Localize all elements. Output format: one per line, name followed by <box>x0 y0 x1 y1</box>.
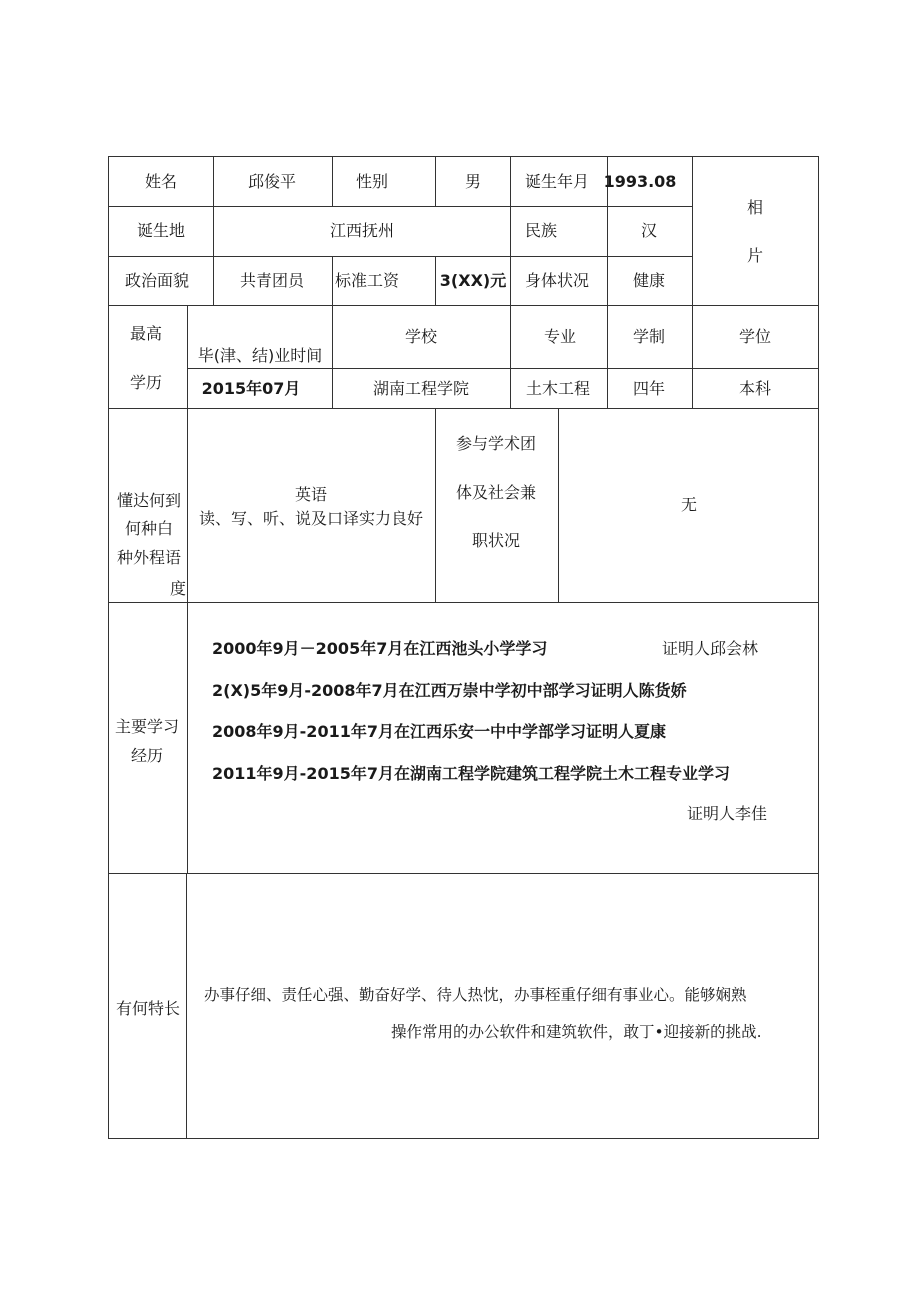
major-value: 土木工程 <box>525 379 591 398</box>
grid-line <box>108 305 819 306</box>
grad-time-value: 2015年07月 <box>201 379 301 398</box>
grid-line <box>332 256 333 305</box>
study-line-1-witness: 证明人邱会林 <box>662 639 759 658</box>
grid-line <box>187 305 188 873</box>
birthplace-value: 江西抚州 <box>329 221 395 240</box>
grid-line <box>332 305 333 408</box>
degree-label: 学位 <box>738 327 772 346</box>
grid-line <box>187 368 819 369</box>
health-label: 身体状况 <box>524 271 590 290</box>
grid-line <box>435 408 436 602</box>
grad-time-label: 毕(津、结)业时间 <box>197 346 323 365</box>
study-line-4-witness: 证明人李佳 <box>687 804 768 823</box>
salary-label: 标准工资 <box>334 271 400 290</box>
study-line-2: 2(X)5年9月-2008年7月在江西万崇中学初中部学习证明人陈货娇 <box>212 681 687 700</box>
education-label-1: 最高 <box>129 324 163 343</box>
study-line-4: 2011年9月-2015年7月在湖南工程学院建筑工程学院土木工程专业学习 <box>212 764 730 783</box>
birthplace-label: 诞生地 <box>136 221 186 240</box>
study-label-2: 经历 <box>130 746 164 765</box>
association-label-2: 体及社会兼 <box>455 483 537 502</box>
gender-label: 性别 <box>355 172 389 191</box>
school-value: 湖南工程学院 <box>372 379 470 398</box>
duration-value: 四年 <box>632 379 666 398</box>
grid-line <box>108 156 109 1139</box>
grid-line <box>510 305 511 408</box>
name-value: 邱俊平 <box>247 172 297 191</box>
language-label-4: 度 <box>169 579 187 598</box>
grid-line <box>692 305 693 408</box>
name-label: 姓名 <box>144 172 178 191</box>
grid-line <box>607 305 608 408</box>
skills-label: 有何特长 <box>115 999 181 1018</box>
grid-line <box>558 408 559 602</box>
duration-label: 学制 <box>632 327 666 346</box>
birth-value: 1993.08 <box>603 172 677 191</box>
photo-label-2: 片 <box>746 246 764 265</box>
ethnicity-value: 汉 <box>640 221 658 240</box>
association-label-1: 参与学术团 <box>455 434 537 453</box>
study-label-1: 主要学习 <box>114 717 180 736</box>
study-line-1: 2000年9月－2005年7月在江西池头小学学习 <box>212 639 548 658</box>
grid-line <box>186 873 187 1138</box>
grid-line <box>332 156 333 206</box>
degree-value: 本科 <box>738 379 772 398</box>
grid-line <box>213 156 214 305</box>
association-label-3: 职状况 <box>471 531 521 550</box>
language-label-3: 种外程语 <box>116 548 182 567</box>
major-label: 专业 <box>543 327 577 346</box>
study-line-3: 2008年9月-2011年7月在江西乐安一中中学部学习证明人夏康 <box>212 722 666 741</box>
grid-line <box>692 156 693 305</box>
health-value: 健康 <box>632 271 666 290</box>
politics-label: 政治面貌 <box>124 271 190 290</box>
grid-line <box>435 156 436 206</box>
grid-line <box>108 206 692 207</box>
grid-line <box>510 156 511 305</box>
language-name: 英语 <box>294 485 328 504</box>
grid-line <box>818 156 819 1139</box>
grid-line <box>108 256 692 257</box>
grid-line <box>435 256 436 305</box>
skills-line-1: 办事仔细、责任心强、勤奋好学、待人热忱，办事桎重仔细有事业心。能够娴熟 <box>204 986 747 1004</box>
grid-line <box>108 408 819 409</box>
school-label: 学校 <box>404 327 438 346</box>
gender-value: 男 <box>464 172 482 191</box>
language-label-2: 何种白 <box>124 519 174 538</box>
language-level: 读、写、听、说及口译实力良好 <box>198 509 424 528</box>
salary-value: 3(XX)元 <box>439 271 507 290</box>
grid-line <box>108 1138 819 1139</box>
association-value: 无 <box>680 495 698 514</box>
ethnicity-label: 民族 <box>524 221 558 240</box>
politics-value: 共青团员 <box>239 271 305 290</box>
birth-label: 诞生年月 <box>524 172 590 191</box>
grid-line <box>108 873 819 874</box>
photo-label-1: 相 <box>746 198 764 217</box>
grid-line <box>108 602 819 603</box>
skills-line-2: 操作常用的办公软件和建筑软件，敢丁•迎接新的挑战. <box>391 1023 762 1041</box>
language-label-1: 懂达何到 <box>116 491 182 510</box>
education-label-2: 学历 <box>129 373 163 392</box>
grid-line <box>108 156 819 157</box>
